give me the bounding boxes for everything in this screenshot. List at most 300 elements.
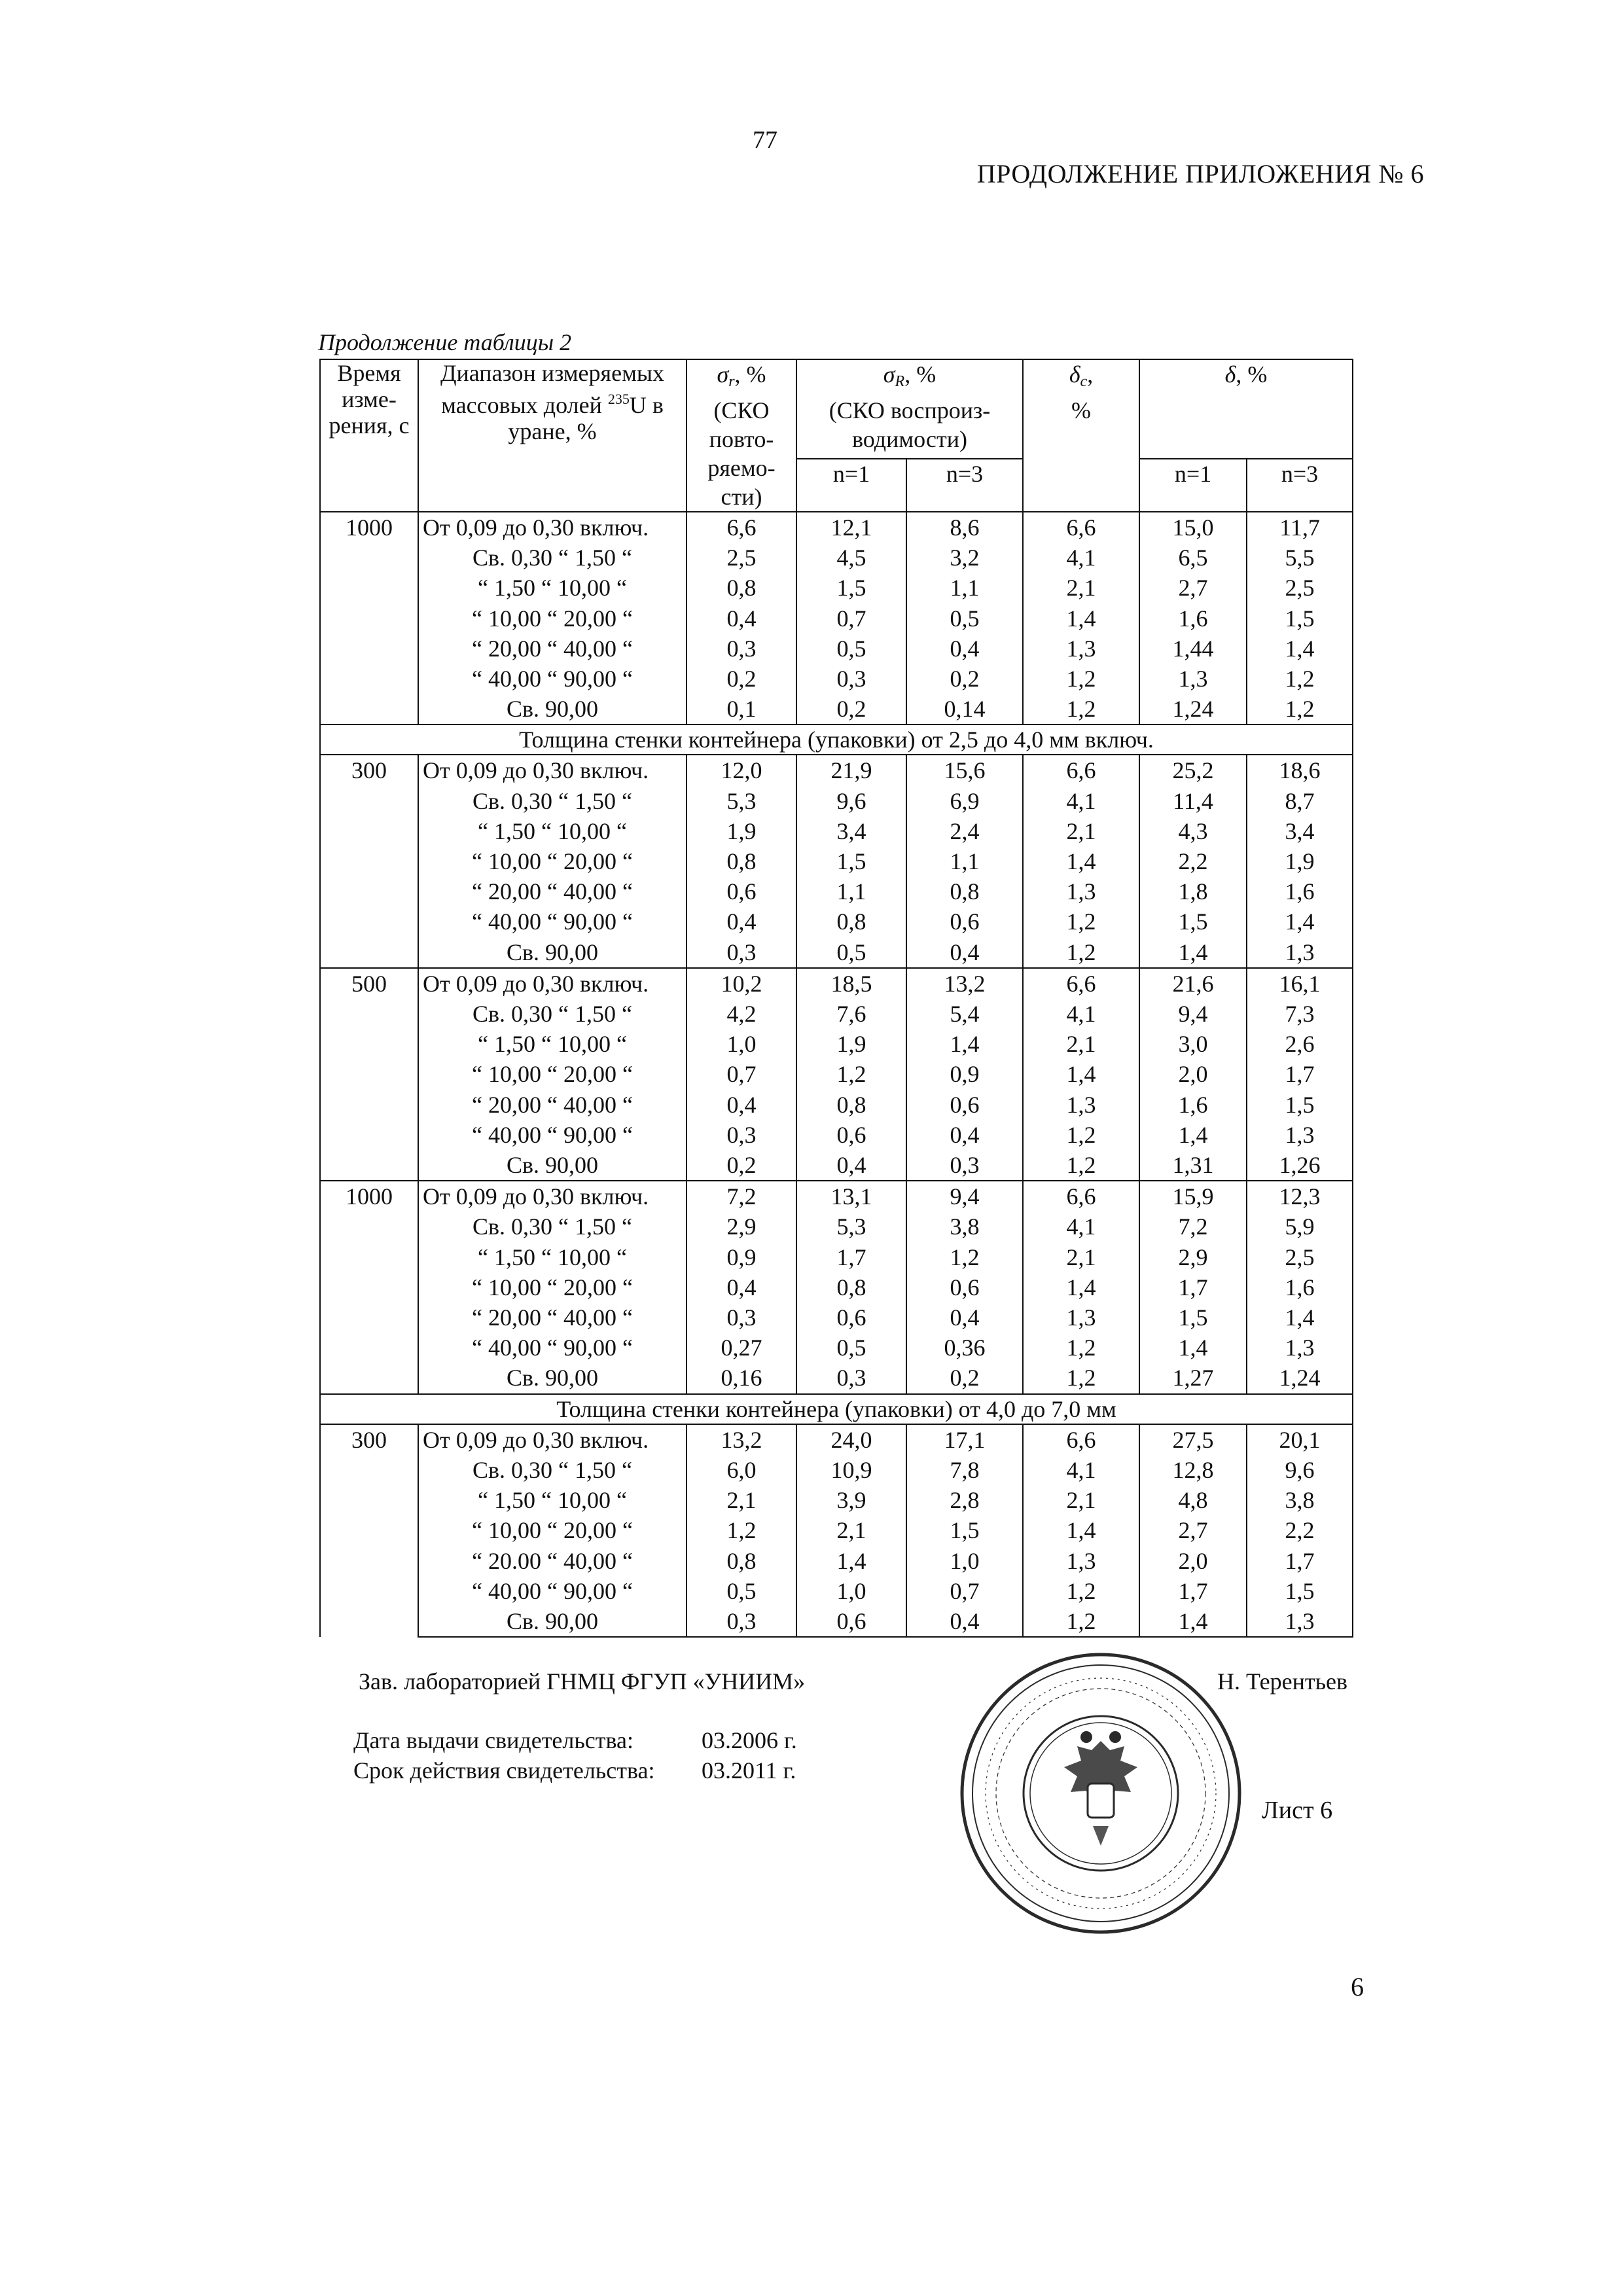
delta-c-cell: 2,1 [1023,1029,1139,1059]
delta-n3-cell: 1,2 [1247,664,1353,694]
delta-c-cell: 1,3 [1023,1302,1139,1333]
sigma-R-n3-cell: 8,6 [906,512,1023,543]
delta-n3-cell: 1,3 [1247,1120,1353,1150]
range-cell: “ 1,50 “ 10,00 “ [418,1029,687,1059]
delta-n3-cell: 1,5 [1247,603,1353,634]
delta-c-cell: 1,2 [1023,906,1139,937]
delta-c-cell: 1,2 [1023,664,1139,694]
header-range [418,359,687,512]
table-row [320,1059,1353,1089]
sigma-R-n1-cell: 0,8 [796,906,906,937]
sigma-r-cell: 0,4 [687,1272,796,1302]
delta-c-cell: 1,4 [1023,1059,1139,1089]
range-cell: “ 10,00 “ 20,00 “ [418,846,687,876]
range-cell: От 0,09 до 0,30 включ. [418,755,687,785]
delta-c-cell: 6,6 [1023,1181,1139,1211]
delta-c-cell: 1,2 [1023,1363,1139,1393]
range-cell: “ 20,00 “ 40,00 “ [418,876,687,906]
table-row [320,1576,1353,1606]
delta-c-cell: 2,1 [1023,573,1139,603]
header-delta-unit: , % [1236,361,1268,387]
delta-c-cell: 2,1 [1023,816,1139,846]
delta-n3-cell: 2,2 [1247,1515,1353,1545]
header-delta-n1: n=1 [1139,459,1247,512]
header-delta [1139,359,1353,459]
delta-n1-cell: 11,4 [1139,786,1247,816]
delta-n1-cell: 2,7 [1139,573,1247,603]
table-row [320,906,1353,937]
sigma-r-cell: 0,2 [687,664,796,694]
delta-n1-cell: 1,31 [1139,1150,1247,1181]
delta-n3-cell: 5,5 [1247,543,1353,573]
delta-n3-cell: 7,3 [1247,999,1353,1029]
delta-c-cell: 2,1 [1023,1485,1139,1515]
delta-n1-cell: 25,2 [1139,755,1247,785]
table-row [320,634,1353,664]
sigma-r-cell: 1,2 [687,1515,796,1545]
range-cell: “ 10,00 “ 20,00 “ [418,1272,687,1302]
delta-n1-cell: 1,27 [1139,1363,1247,1393]
range-cell: Св. 0,30 “ 1,50 “ [418,1211,687,1242]
delta-n3-cell: 1,3 [1247,937,1353,968]
sigma-R-n1-cell: 0,8 [796,1272,906,1302]
sigma-R-n1-cell: 10,9 [796,1455,906,1485]
delta-n3-cell: 1,4 [1247,906,1353,937]
page-number: 77 [753,126,777,154]
time-cell: 500 [320,968,418,1181]
header-time [320,359,418,512]
time-cell: 1000 [320,1181,418,1393]
sigma-R-n3-cell: 0,2 [906,664,1023,694]
sigma-R-n1-cell: 13,1 [796,1181,906,1211]
delta-n3-cell: 3,8 [1247,1485,1353,1515]
sigma-r-cell: 6,0 [687,1455,796,1485]
sigma-R-n3-cell: 0,6 [906,1090,1023,1120]
sigma-r-cell: 0,4 [687,603,796,634]
sigma-R-n1-cell: 4,5 [796,543,906,573]
delta-n3-cell: 9,6 [1247,1455,1353,1485]
sigma-R-n3-cell: 13,2 [906,968,1023,999]
delta-n3-cell: 1,6 [1247,876,1353,906]
table-row [320,876,1353,906]
sigma-r-cell: 6,6 [687,512,796,543]
header-delta-c-unit: , [1087,361,1094,387]
table-row [320,1424,1353,1455]
sigma-R-n1-cell: 0,6 [796,1302,906,1333]
table-body [320,512,1353,1637]
delta-n3-cell: 2,5 [1247,573,1353,603]
range-cell: “ 1,50 “ 10,00 “ [418,1242,687,1272]
time-cell: 300 [320,755,418,967]
sigma-R-n1-cell: 24,0 [796,1424,906,1455]
delta-n1-cell: 1,7 [1139,1272,1247,1302]
table-row [320,1546,1353,1576]
sigma-r-cell: 0,1 [687,694,796,725]
sigma-R-n1-cell: 1,1 [796,876,906,906]
range-cell: Св. 90,00 [418,694,687,725]
header-range-tail: уране, % [508,418,597,444]
sigma-R-n3-cell: 0,2 [906,1363,1023,1393]
delta-n1-cell: 1,4 [1139,1120,1247,1150]
header-sigma-r-symbol: σ [717,361,729,387]
delta-c-cell: 6,6 [1023,512,1139,543]
sigma-R-n3-cell: 0,4 [906,1302,1023,1333]
delta-c-cell: 4,1 [1023,543,1139,573]
table-row [320,1120,1353,1150]
sigma-R-n1-cell: 1,5 [796,846,906,876]
sigma-r-cell: 2,1 [687,1485,796,1515]
delta-n1-cell: 1,6 [1139,603,1247,634]
header-sigma-R-desc: (СКО воспроиз-водимости) [829,397,991,452]
range-cell: “ 10,00 “ 20,00 “ [418,1515,687,1545]
range-cell: “ 1,50 “ 10,00 “ [418,573,687,603]
sigma-r-cell: 5,3 [687,786,796,816]
sigma-r-cell: 0,8 [687,573,796,603]
table-row [320,999,1353,1029]
sigma-R-n1-cell: 0,2 [796,694,906,725]
sigma-R-n1-cell: 1,4 [796,1546,906,1576]
delta-c-cell: 1,4 [1023,1272,1139,1302]
table-row [320,1455,1353,1485]
sigma-R-n1-cell: 1,9 [796,1029,906,1059]
delta-n3-cell: 16,1 [1247,968,1353,999]
sigma-r-cell: 0,6 [687,876,796,906]
table-row [320,1181,1353,1211]
sigma-R-n3-cell: 0,6 [906,906,1023,937]
delta-n1-cell: 4,8 [1139,1485,1247,1515]
delta-c-cell: 1,2 [1023,1120,1139,1150]
sigma-R-n1-cell: 0,5 [796,634,906,664]
sigma-R-n3-cell: 0,8 [906,876,1023,906]
sigma-R-n3-cell: 0,14 [906,694,1023,725]
delta-c-cell: 1,4 [1023,1515,1139,1545]
table-row [320,968,1353,999]
sigma-R-n1-cell: 0,3 [796,664,906,694]
delta-n1-cell: 15,0 [1139,512,1247,543]
range-cell: Св. 90,00 [418,1363,687,1393]
sigma-r-cell: 0,27 [687,1333,796,1363]
range-cell: Св. 0,30 “ 1,50 “ [418,543,687,573]
delta-n3-cell: 1,6 [1247,1272,1353,1302]
delta-n1-cell: 2,9 [1139,1242,1247,1272]
sigma-R-n3-cell: 1,1 [906,846,1023,876]
table-row [320,1302,1353,1333]
sigma-R-n3-cell: 0,4 [906,634,1023,664]
table-row [320,1090,1353,1120]
sigma-r-cell: 1,9 [687,816,796,846]
sigma-r-cell: 0,7 [687,1059,796,1089]
delta-n1-cell: 2,7 [1139,1515,1247,1545]
delta-n3-cell: 1,4 [1247,1302,1353,1333]
sigma-R-n3-cell: 0,5 [906,603,1023,634]
header-delta-c-percent: % [1071,397,1092,423]
sigma-R-n1-cell: 0,3 [796,1363,906,1393]
sigma-R-n3-cell: 0,7 [906,1576,1023,1606]
delta-n3-cell: 1,3 [1247,1333,1353,1363]
table-row [320,664,1353,694]
delta-n3-cell: 1,3 [1247,1606,1353,1637]
delta-c-cell: 1,2 [1023,1606,1139,1637]
table-row [320,1029,1353,1059]
delta-n3-cell: 12,3 [1247,1181,1353,1211]
sigma-R-n3-cell: 1,2 [906,1242,1023,1272]
delta-n1-cell: 1,3 [1139,664,1247,694]
delta-n3-cell: 20,1 [1247,1424,1353,1455]
table-row [320,1485,1353,1515]
issue-date-label: Дата выдачи свидетельства: [353,1727,634,1753]
sigma-R-n3-cell: 1,5 [906,1515,1023,1545]
sigma-r-cell: 0,4 [687,1090,796,1120]
header-time-label: Время изме-рения, с [329,360,410,439]
table-caption: Продолжение таблицы 2 [318,329,572,355]
sigma-R-n1-cell: 0,4 [796,1150,906,1181]
time-cell: 300 [320,1424,418,1637]
sigma-R-n1-cell: 12,1 [796,512,906,543]
range-cell: “ 1,50 “ 10,00 “ [418,1485,687,1515]
table-row [320,1272,1353,1302]
delta-c-cell: 6,6 [1023,968,1139,999]
range-cell: Св. 0,30 “ 1,50 “ [418,1455,687,1485]
range-cell: От 0,09 до 0,30 включ. [418,512,687,543]
sigma-r-cell: 0,4 [687,906,796,937]
sigma-R-n3-cell: 17,1 [906,1424,1023,1455]
header-sigma-r-desc: (СКО повто-ряемо-сти) [707,397,776,510]
sigma-r-cell: 0,8 [687,846,796,876]
delta-n1-cell: 2,0 [1139,1546,1247,1576]
header-delta-symbol: δ [1224,361,1236,387]
range-cell: “ 10,00 “ 20,00 “ [418,603,687,634]
sigma-R-n3-cell: 15,6 [906,755,1023,785]
validity-label: Срок действия свидетельства: [353,1757,655,1784]
header-sigma-R-symbol: σ [883,361,895,387]
header-sigma-r-unit: , % [734,361,766,387]
delta-n1-cell: 9,4 [1139,999,1247,1029]
validity-value: 03.2011 г. [702,1757,796,1784]
delta-n1-cell: 15,9 [1139,1181,1247,1211]
delta-c-cell: 1,2 [1023,694,1139,725]
sigma-r-cell: 7,2 [687,1181,796,1211]
sigma-r-cell: 0,3 [687,634,796,664]
delta-n3-cell: 11,7 [1247,512,1353,543]
data-table [319,359,1353,1638]
header-sigma-R [796,359,1023,459]
delta-n1-cell: 1,5 [1139,906,1247,937]
sigma-R-n1-cell: 0,6 [796,1120,906,1150]
sigma-R-n3-cell: 0,6 [906,1272,1023,1302]
delta-n1-cell: 1,4 [1139,1333,1247,1363]
delta-c-cell: 6,6 [1023,1424,1139,1455]
sigma-r-cell: 0,3 [687,1606,796,1637]
appendix-title: ПРОДОЛЖЕНИЕ ПРИЛОЖЕНИЯ № 6 [976,159,1424,188]
sigma-R-n1-cell: 0,6 [796,1606,906,1637]
range-cell: “ 40,00 “ 90,00 “ [418,1120,687,1150]
delta-n1-cell: 4,3 [1139,816,1247,846]
delta-n1-cell: 1,4 [1139,1606,1247,1637]
sheet-label: Лист 6 [1262,1797,1333,1824]
sigma-r-cell: 13,2 [687,1424,796,1455]
delta-n3-cell: 1,26 [1247,1150,1353,1181]
sigma-R-n1-cell: 1,7 [796,1242,906,1272]
delta-n1-cell: 6,5 [1139,543,1247,573]
sigma-r-cell: 0,3 [687,1302,796,1333]
delta-c-cell: 1,3 [1023,634,1139,664]
footer-page-number: 6 [1351,1972,1364,2001]
sigma-R-n1-cell: 2,1 [796,1515,906,1545]
sigma-R-n3-cell: 2,4 [906,816,1023,846]
sigma-R-n1-cell: 7,6 [796,999,906,1029]
header-delta-c [1023,359,1139,512]
header-range-isotope-mass: 235 [607,391,630,407]
stamp-icon [957,1649,1245,1937]
delta-n3-cell: 1,4 [1247,634,1353,664]
range-cell: Св. 90,00 [418,1150,687,1181]
header-delta-c-symbol: δ [1069,361,1080,387]
delta-c-cell: 1,2 [1023,937,1139,968]
range-cell: Св. 90,00 [418,937,687,968]
table-row [320,937,1353,968]
sigma-R-n3-cell: 7,8 [906,1455,1023,1485]
header-sigma-R-unit: , % [904,361,936,387]
section-label: Толщина стенки контейнера (упаковки) от 2,5 до 4,0 мм включ. [320,725,1353,755]
delta-c-cell: 4,1 [1023,1455,1139,1485]
sigma-r-cell: 4,2 [687,999,796,1029]
delta-n1-cell: 1,5 [1139,1302,1247,1333]
header-delta-c-sub: c [1080,373,1088,390]
header-range-label: Диапазон измеряемых массовых долей [440,360,665,418]
table-row [320,1211,1353,1242]
sigma-R-n1-cell: 21,9 [796,755,906,785]
sigma-R-n1-cell: 5,3 [796,1211,906,1242]
delta-n1-cell: 7,2 [1139,1211,1247,1242]
table-row [320,573,1353,603]
delta-n1-cell: 1,7 [1139,1576,1247,1606]
table-row [320,816,1353,846]
sigma-r-cell: 2,5 [687,543,796,573]
range-cell: “ 40,00 “ 90,00 “ [418,664,687,694]
sigma-R-n3-cell: 0,36 [906,1333,1023,1363]
delta-n3-cell: 1,7 [1247,1059,1353,1089]
sigma-r-cell: 0,2 [687,1150,796,1181]
delta-n1-cell: 1,44 [1139,634,1247,664]
sigma-R-n3-cell: 3,8 [906,1211,1023,1242]
delta-n1-cell: 1,8 [1139,876,1247,906]
sigma-r-cell: 0,8 [687,1546,796,1576]
section-row [320,1394,1353,1424]
range-cell: “ 40,00 “ 90,00 “ [418,906,687,937]
range-cell: “ 20,00 “ 40,00 “ [418,1090,687,1120]
range-cell: Св. 0,30 “ 1,50 “ [418,999,687,1029]
sigma-r-cell: 12,0 [687,755,796,785]
range-cell: “ 40,00 “ 90,00 “ [418,1333,687,1363]
delta-c-cell: 1,2 [1023,1150,1139,1181]
sigma-R-n3-cell: 5,4 [906,999,1023,1029]
delta-n1-cell: 3,0 [1139,1029,1247,1059]
sigma-R-n3-cell: 0,4 [906,1120,1023,1150]
range-cell: “ 40,00 “ 90,00 “ [418,1576,687,1606]
sigma-R-n3-cell: 2,8 [906,1485,1023,1515]
delta-n1-cell: 1,4 [1139,937,1247,968]
sigma-R-n3-cell: 0,4 [906,937,1023,968]
sigma-r-cell: 10,2 [687,968,796,999]
sigma-r-cell: 0,3 [687,1120,796,1150]
table-row [320,603,1353,634]
sigma-R-n1-cell: 1,2 [796,1059,906,1089]
table-row [320,1333,1353,1363]
delta-n3-cell: 2,6 [1247,1029,1353,1059]
delta-c-cell: 6,6 [1023,755,1139,785]
sigma-r-cell: 0,5 [687,1576,796,1606]
table-row [320,786,1353,816]
delta-n3-cell: 1,7 [1247,1546,1353,1576]
range-cell: Св. 0,30 “ 1,50 “ [418,786,687,816]
delta-n3-cell: 3,4 [1247,816,1353,846]
delta-n3-cell: 1,9 [1247,846,1353,876]
range-cell: “ 20.00 “ 40,00 “ [418,1546,687,1576]
sigma-R-n1-cell: 9,6 [796,786,906,816]
delta-c-cell: 1,3 [1023,876,1139,906]
header-sigma-r [687,359,796,512]
sigma-R-n1-cell: 0,5 [796,937,906,968]
delta-n3-cell: 1,5 [1247,1090,1353,1120]
delta-n1-cell: 12,8 [1139,1455,1247,1485]
header-sigma-R-sub: R [895,373,905,390]
header-sigma-R-n1: n=1 [796,459,906,512]
sigma-R-n3-cell: 1,1 [906,573,1023,603]
sigma-R-n3-cell: 0,9 [906,1059,1023,1089]
sigma-R-n1-cell: 3,4 [796,816,906,846]
delta-n3-cell: 2,5 [1247,1242,1353,1272]
signer-name: Н. Терентьев [1217,1668,1347,1695]
table-header [320,359,1353,512]
table-row [320,846,1353,876]
sigma-r-cell: 0,3 [687,937,796,968]
delta-c-cell: 2,1 [1023,1242,1139,1272]
table-row [320,755,1353,785]
sigma-R-n3-cell: 1,0 [906,1546,1023,1576]
range-cell: От 0,09 до 0,30 включ. [418,1424,687,1455]
table-row [320,694,1353,725]
sigma-R-n3-cell: 1,4 [906,1029,1023,1059]
delta-c-cell: 4,1 [1023,999,1139,1029]
range-cell: От 0,09 до 0,30 включ. [418,1181,687,1211]
delta-c-cell: 1,3 [1023,1090,1139,1120]
range-cell: Св. 90,00 [418,1606,687,1637]
range-cell: От 0,09 до 0,30 включ. [418,968,687,999]
range-cell: “ 20,00 “ 40,00 “ [418,1302,687,1333]
delta-c-cell: 4,1 [1023,786,1139,816]
delta-n3-cell: 1,24 [1247,1363,1353,1393]
sigma-R-n1-cell: 0,7 [796,603,906,634]
range-cell: “ 20,00 “ 40,00 “ [418,634,687,664]
section-label: Толщина стенки контейнера (упаковки) от 4,0 до 7,0 мм [320,1394,1353,1424]
sigma-R-n3-cell: 0,4 [906,1606,1023,1637]
table-row [320,1515,1353,1545]
sigma-R-n3-cell: 0,3 [906,1150,1023,1181]
table-row [320,1363,1353,1393]
range-cell: “ 1,50 “ 10,00 “ [418,816,687,846]
delta-n3-cell: 8,7 [1247,786,1353,816]
delta-n1-cell: 1,6 [1139,1090,1247,1120]
sigma-R-n3-cell: 3,2 [906,543,1023,573]
range-cell: “ 10,00 “ 20,00 “ [418,1059,687,1089]
delta-n1-cell: 2,2 [1139,846,1247,876]
delta-n3-cell: 1,5 [1247,1576,1353,1606]
sigma-R-n3-cell: 6,9 [906,786,1023,816]
sigma-R-n1-cell: 18,5 [796,968,906,999]
sigma-r-cell: 2,9 [687,1211,796,1242]
sigma-R-n1-cell: 0,5 [796,1333,906,1363]
table-row [320,543,1353,573]
